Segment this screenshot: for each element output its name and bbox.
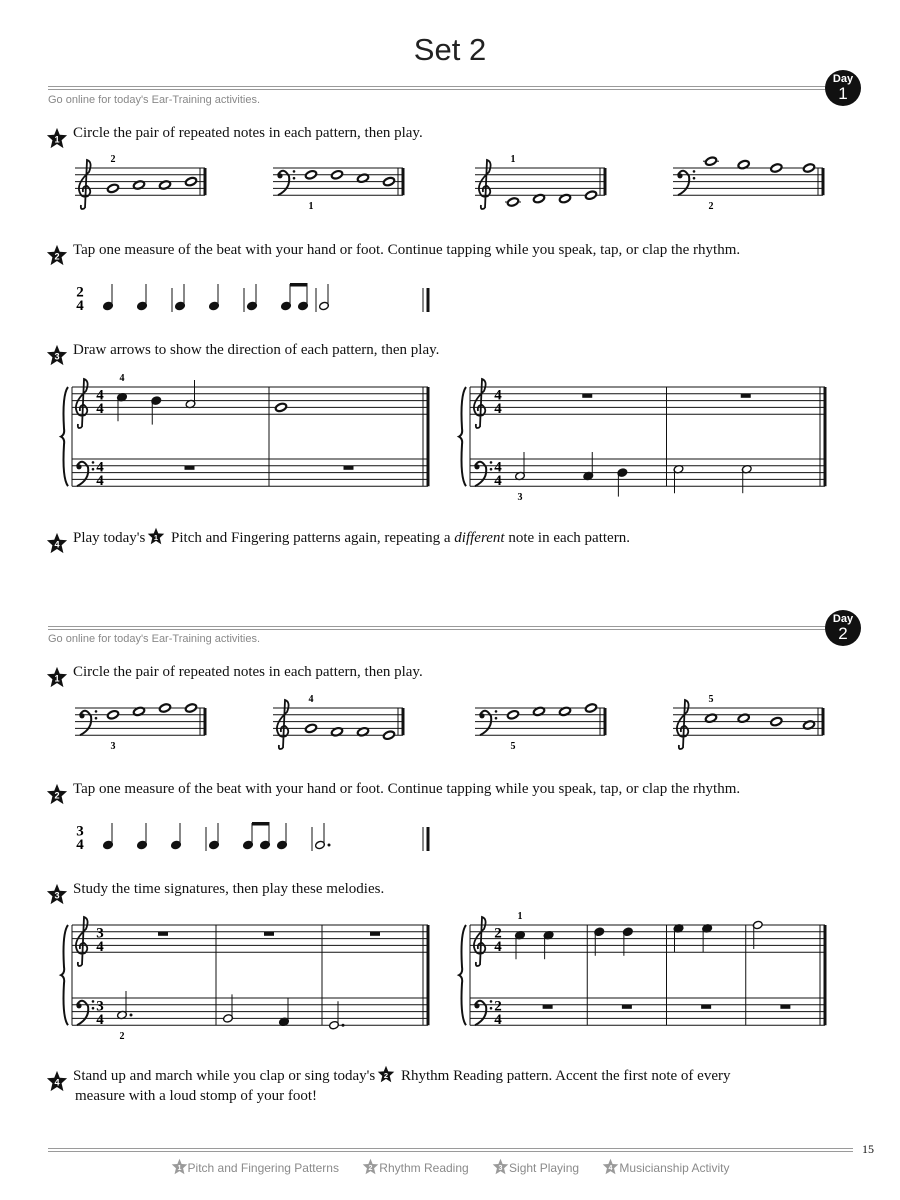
time-signature-top: 4 <box>96 459 104 476</box>
finger-number: 1 <box>510 154 516 165</box>
treble-clef-icon <box>474 379 486 428</box>
note-head <box>705 156 718 166</box>
page-title: Set 2 <box>413 32 487 67</box>
treble-clef-icon <box>677 700 689 749</box>
time-signature-top: 3 <box>76 823 84 840</box>
bass-clef-dot <box>490 461 493 464</box>
time-signature-bottom: 4 <box>96 1012 104 1029</box>
finger-number: 1 <box>517 911 523 922</box>
footer-rule <box>48 1148 853 1149</box>
brace-icon <box>459 925 466 1025</box>
exercise-4-line-2: measure with a loud stomp of your foot! <box>75 1088 318 1104</box>
whole-rest <box>543 1005 553 1009</box>
whole-rest <box>370 932 380 936</box>
time-signature-bottom: 4 <box>76 837 84 854</box>
whole-rest <box>741 394 751 398</box>
ear-training-note: Go online for today's Ear-Training activities. <box>48 633 261 645</box>
note-head <box>107 710 120 720</box>
whole-rest <box>344 466 354 470</box>
time-signature-bottom: 4 <box>76 298 84 315</box>
finger-number: 4 <box>119 373 125 384</box>
note-head <box>107 183 120 193</box>
legend-item: 3 Sight Playing <box>492 1158 579 1175</box>
eighth-beam <box>252 822 270 826</box>
emphasis-text: different <box>454 530 505 546</box>
day-badge-number: 1 <box>838 84 848 103</box>
bass-clef-dot <box>693 177 696 180</box>
exercise-text: Study the time signatures, then play these melodies. <box>73 881 385 898</box>
svg-text:3: 3 <box>54 890 60 901</box>
augmentation-dot <box>342 1024 345 1027</box>
finger-number: 3 <box>517 492 523 504</box>
time-signature-top: 4 <box>494 387 502 404</box>
finger-number: 2 <box>110 154 116 165</box>
exercise-text: Play today's 1 Pitch and Fingering patterns again, repeating a different note in each pattern. <box>73 530 630 546</box>
time-signature-top: 4 <box>96 387 104 404</box>
note-head <box>585 703 598 713</box>
exercise-text: Circle the pair of repeated notes in each pattern, then play. <box>73 664 423 681</box>
treble-clef-icon <box>277 700 289 749</box>
time-signature-top: 2 <box>76 284 84 301</box>
star-number-icon <box>602 1158 619 1175</box>
treble-clef-icon <box>76 379 88 428</box>
svg-text:2: 2 <box>368 1164 373 1173</box>
note-head <box>383 730 396 740</box>
note-head <box>305 723 318 733</box>
svg-text:1: 1 <box>54 134 60 145</box>
brace-icon <box>61 387 68 486</box>
treble-clef-icon <box>76 917 88 966</box>
svg-text:4: 4 <box>54 539 60 550</box>
treble-clef-icon <box>474 917 486 966</box>
bass-clef-dot <box>95 717 98 720</box>
time-signature-top: 3 <box>96 998 104 1015</box>
augmentation-dot <box>130 1014 133 1017</box>
exercise-text: Stand up and march while you clap or sing today's 2 Rhythm Reading pattern. Accent the first note of every <box>73 1068 730 1084</box>
bass-clef-dot <box>693 170 696 173</box>
note-head <box>507 197 520 207</box>
time-signature-bottom: 4 <box>96 939 104 956</box>
svg-text:1: 1 <box>177 1164 181 1173</box>
whole-rest <box>701 1005 711 1009</box>
finger-number: 2 <box>119 1031 125 1043</box>
note-head <box>305 170 318 180</box>
bass-clef-dot <box>92 461 95 464</box>
day-badge-number: 2 <box>838 624 848 643</box>
bass-clef-dot <box>490 1000 493 1003</box>
note-head <box>185 703 198 713</box>
note-head <box>803 163 816 173</box>
bass-clef-dot <box>293 177 296 180</box>
svg-text:4: 4 <box>54 1077 60 1088</box>
note-head <box>585 190 598 200</box>
star-number-icon <box>362 1158 379 1175</box>
brace-icon <box>61 925 68 1025</box>
legend-item: 4 Musicianship Activity <box>602 1158 729 1175</box>
whole-rest <box>780 1005 790 1009</box>
exercise-text: Tap one measure of the beat with your hand or foot. Continue tapping while you speak, tap, or clap the rhythm. <box>73 242 741 259</box>
note-head <box>275 402 288 412</box>
ear-training-note: Go online for today's Ear-Training activities. <box>48 94 261 106</box>
time-signature-bottom: 4 <box>494 939 502 956</box>
exercise-text: Draw arrows to show the direction of each pattern, then play. <box>73 342 440 359</box>
time-signature-bottom: 4 <box>96 473 104 490</box>
bass-clef-dot <box>495 717 498 720</box>
star-number-icon <box>171 1158 188 1175</box>
note-head <box>770 163 783 173</box>
brace-icon <box>459 387 466 486</box>
finger-number: 5 <box>708 694 714 705</box>
treble-clef-icon <box>479 160 491 209</box>
augmentation-dot <box>328 844 331 847</box>
day-badge-label: Day <box>832 613 854 625</box>
svg-text:2: 2 <box>384 1070 389 1080</box>
finger-number: 1 <box>308 201 314 213</box>
svg-text:1: 1 <box>154 532 159 542</box>
svg-text:1: 1 <box>54 673 60 684</box>
page-number: 15 <box>862 1142 874 1156</box>
whole-rest <box>264 932 274 936</box>
note-head <box>507 710 520 720</box>
legend-item: 2 Rhythm Reading <box>362 1158 468 1175</box>
time-signature-top: 3 <box>96 925 104 942</box>
note-head <box>770 717 783 727</box>
svg-text:3: 3 <box>54 351 60 362</box>
svg-text:2: 2 <box>54 790 60 801</box>
bass-clef-dot <box>92 468 95 471</box>
whole-rest <box>158 932 168 936</box>
time-signature-bottom: 4 <box>494 473 502 490</box>
time-signature-top: 4 <box>494 459 502 476</box>
footer-rule <box>48 1151 853 1152</box>
finger-number: 5 <box>510 741 516 753</box>
note-head <box>185 177 198 187</box>
bass-clef-dot <box>490 1007 493 1010</box>
bass-clef-dot <box>92 1000 95 1003</box>
svg-text:3: 3 <box>498 1164 503 1173</box>
time-signature-bottom: 4 <box>494 1012 502 1029</box>
eighth-beam <box>290 283 308 287</box>
bass-clef-dot <box>92 1007 95 1010</box>
whole-rest <box>185 466 195 470</box>
day-badge-label: Day <box>832 73 854 85</box>
time-signature-bottom: 4 <box>96 401 104 418</box>
time-signature-top: 2 <box>494 925 502 942</box>
exercise-text: Circle the pair of repeated notes in each pattern, then play. <box>73 125 423 142</box>
time-signature-bottom: 4 <box>494 401 502 418</box>
finger-number: 3 <box>110 741 116 753</box>
svg-text:4: 4 <box>608 1164 613 1173</box>
footer-legend <box>0 1158 900 1175</box>
bass-clef-dot <box>95 710 98 713</box>
bass-clef-dot <box>490 468 493 471</box>
note-head <box>159 703 172 713</box>
time-signature-top: 2 <box>494 998 502 1015</box>
finger-number: 2 <box>708 201 714 213</box>
whole-rest <box>582 394 592 398</box>
bass-clef-dot <box>293 170 296 173</box>
star-number-icon <box>492 1158 509 1175</box>
exercise-text: Tap one measure of the beat with your hand or foot. Continue tapping while you speak, tap, or clap the rhythm. <box>73 781 741 798</box>
bass-clef-dot <box>495 710 498 713</box>
svg-text:2: 2 <box>54 251 60 262</box>
legend-item: 1 Pitch and Fingering Patterns <box>171 1158 339 1175</box>
treble-clef-icon <box>79 160 91 209</box>
note-head <box>383 177 396 187</box>
whole-rest <box>622 1005 632 1009</box>
finger-number: 4 <box>308 694 314 705</box>
note-head <box>331 170 344 180</box>
